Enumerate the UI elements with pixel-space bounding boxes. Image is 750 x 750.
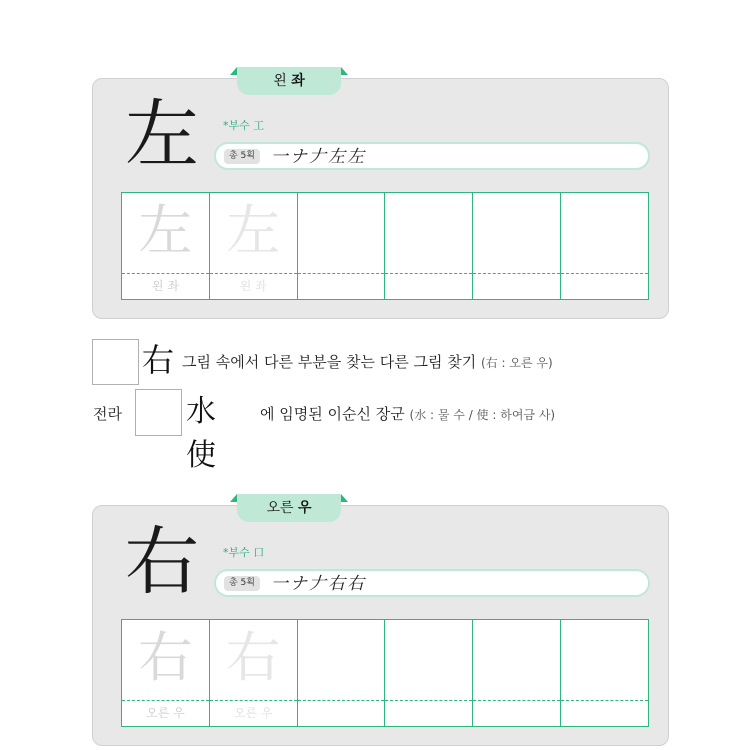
trace-cell[interactable] [122,620,210,726]
writing-cell[interactable] [473,193,561,299]
quiz-note-2: (水 : 물 수 / 使 : 하여금 사) [409,408,556,422]
stroke-order: 一ナ𠂇左左 [271,147,366,167]
trace-character: 左 [138,199,193,262]
trace-reading: 왼 좌 [151,279,179,293]
main-character: 左 [125,92,199,178]
writing-cell[interactable] [385,620,473,726]
trace-reading: 왼 좌 [239,279,267,293]
trace-reading: 오른 우 [146,706,185,720]
tab-sound: 좌 [291,73,305,89]
writing-cell[interactable] [473,620,561,726]
answer-box-2[interactable] [135,389,182,436]
tab-sound: 우 [297,500,312,516]
trace-cell[interactable] [210,193,298,299]
card-title-tab [237,67,341,95]
stroke-order-bar [214,142,650,170]
writing-cell[interactable] [298,193,386,299]
trace-cell[interactable] [122,193,210,299]
writing-cell[interactable] [298,620,386,726]
main-character: 右 [125,519,199,605]
writing-cell[interactable] [561,193,648,299]
quiz-character-1: 右 [142,341,175,379]
stroke-count-badge: 총 5획 [224,576,260,591]
radical-char: 口 [253,546,265,559]
stroke-order-bar [214,569,650,597]
stroke-order: 一ナ𠂇右右 [271,574,366,594]
radical-label: *부수 工 [223,119,265,132]
practice-card-left [92,73,669,319]
quiz-sentence-1: 그림 속에서 다른 부분을 찾는 다른 그림 찾기 (右 : 오른 우) [182,353,553,371]
radical-char: 工 [253,119,265,132]
writing-cell[interactable] [561,620,648,726]
trace-cell[interactable] [210,620,298,726]
quiz-sentence-2: 에 임명된 이순신 장군 (水 : 물 수 / 使 : 하여금 사) [260,405,556,423]
writing-cell[interactable] [385,193,473,299]
quiz-characters-2: 水使 [186,394,216,473]
trace-reading: 오른 우 [233,706,273,720]
answer-box-1[interactable] [92,339,139,385]
writing-grid [121,192,649,300]
trace-character: 右 [138,626,193,689]
tab-reading: 왼 [273,73,287,89]
writing-grid [121,619,649,727]
quiz-prefix-2: 전라 [93,405,122,423]
radical-label: *부수 口 [223,546,265,559]
card-title-tab [237,494,341,522]
trace-character: 左 [226,199,281,262]
stroke-count-badge: 총 5획 [224,149,260,164]
trace-character: 右 [226,626,281,689]
tab-reading: 오른 [266,500,294,516]
quiz-note-1: (右 : 오른 우) [480,356,553,370]
practice-card-right [92,500,669,746]
